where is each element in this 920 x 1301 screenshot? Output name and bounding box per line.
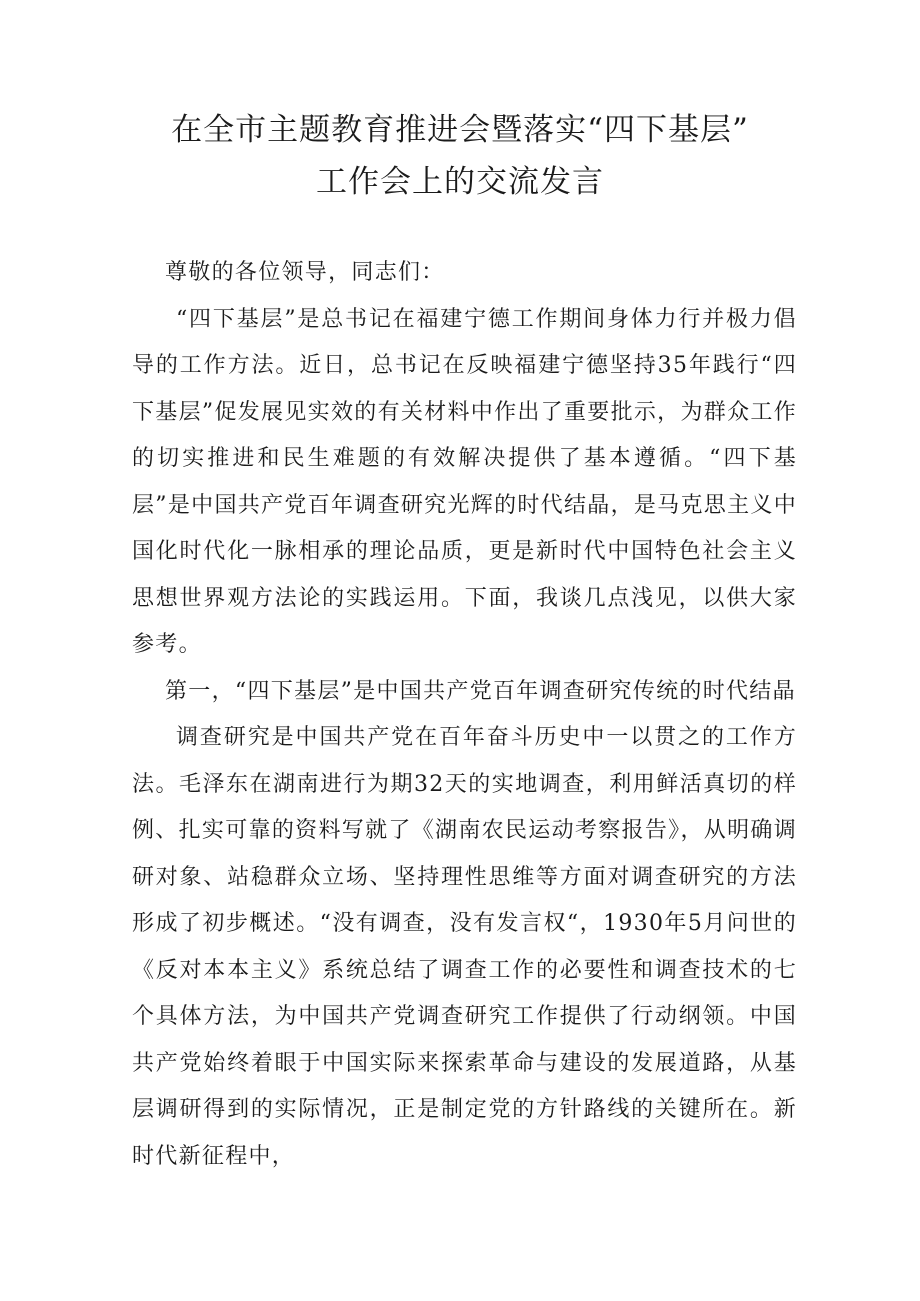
section-heading-1: 第一，“四下基层”是中国共产党百年调查研究传统的时代结晶: [165, 678, 796, 704]
paragraph-section-1: 调查研究是中国共产党在百年奋斗历史中一以贯之的工作方法。毛泽东在湖南进行为期32天的实地调查，利用鲜活真切的样例、扎实可靠的资料写就了《湖南农民运动考察报告》，从明确调研对象、站稳群众立场、坚持理性思维等方面对调查研究的方法形成了初步概述。“没有调查，没有发言权“，1930年5月问世的《反对本本主义》系统总结了调查工作的必要性和调查技术的七个具体方法，为中国共产党调查研究工作提供了行动纲领。中国共产党始终着眼于中国实际来探索革命与建设的发展道路，从基层调研得到的实际情况，正是制定党的方针路线的关键所在。新时代新征程中，: [132, 725, 797, 1169]
document-title-line-1: 在全市主题教育推进会暨落实“四下基层”: [171, 112, 749, 148]
document-body: [132, 250, 797, 1180]
salutation: 尊敬的各位领导，同志们：: [165, 260, 445, 285]
document-title-line-2: 工作会上的交流发言: [316, 164, 604, 200]
paragraph-intro: “四下基层”是总书记在福建宁德工作期间身体力行并极力倡导的工作方法。近日，总书记在反映福建宁德坚持35年践行“四下基层”促发展见实效的有关材料中作出了重要批示，为群众工作的切实推进和民生难题的有效解决提供了基本遵循。“四下基层”是中国共产党百年调查研究光辉的时代结晶，是马克思主义中国化时代化一脉相承的理论品质，更是新时代中国特色社会主义思想世界观方法论的实践运用。下面，我谈几点浅见，以供大家参考。: [132, 306, 797, 657]
